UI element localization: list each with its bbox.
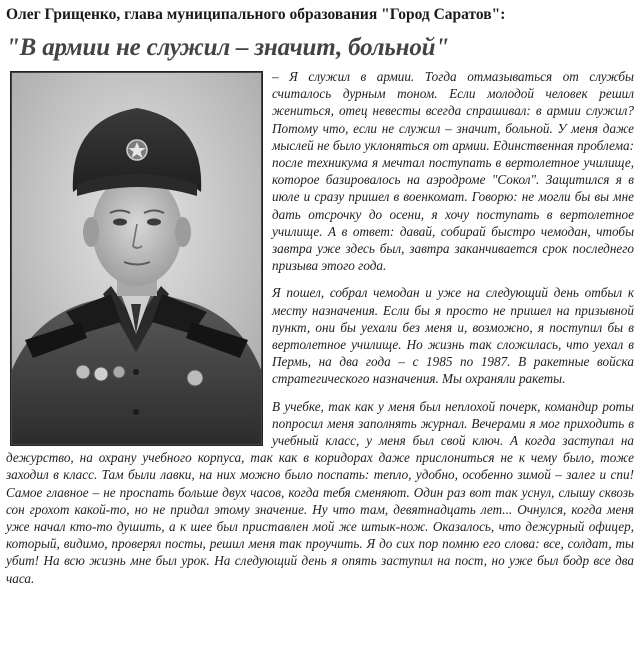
quote-title: "В армии не служил – значит, больной": [6, 34, 450, 61]
portrait-photo-icon: [10, 71, 263, 446]
paragraph-3: В учебке, так как у меня был неплохой почерк, командир роты попросил меня заполнять журнал. Вечерами я мог приходить в учебный класс, у меня был свой ключ. А когда заступал на дежурство, на охрану учебного корпуса, так как в коридорах даже прислониться не к чему было, тоже заходил в класс. Там были лавки, на них можно было поспать: тепло, удобно, особенно зимой – залег и спи! Самое главное – не проспать больше двух часов, когда тебя сменяют. Один раз вот так уснул, слышу сквозь сон грохот какой-то, но не придал этому значение. Ну что там, девятнадцать лет... Очнулся, когда меня уже начал кто-то душить, а к шее был приставлен мой же штык-нож. Оказалось, что дежурный офицер, который, видимо, проверял посты, решил меня так проучить. Я до сих пор помню его слова: все, солдат, ты убит! На всю жизнь мне был урок. На следующий день я опять заступил на пост, но уже был бодр все два часа.: [6, 398, 634, 586]
paragraph-1: – Я служил в армии. Тогда отмазываться от службы считалось дурным тоном. Если молодой человек решил жениться, отец невесты всегда спрашивал: в армии служил? Потому что, если не служил – значит, больной. У меня даже мыслей не было уклоняться от армии. Единственная проблема: после техникума я мечтал поступать в вертолетное училище, которое базировалось на аэродроме "Сокол". Защитился я в июле и сразу пришел в военкомат. Говорю: не могли бы вы мне дать отсрочку до осени, я хочу поступать в вертолетное училище. А в ответ: давай, собирай быстро чемодан, чтобы завтра уже здесь был, завтра заканчивается срок последнего призыва этого года.: [272, 69, 634, 274]
article-heading: Олег Грищенко, глава муниципального образования "Город Саратов":: [6, 6, 506, 23]
paragraph-2: Я пошел, собрал чемодан и уже на следующий день отбыл к месту назначения. Если бы я просто не пришел на призывной пункт, они бы уехали без меня и, возможно, я поступил бы в вертолетное училище. Но жизнь так сложилась, что уехал в Пермь, на два года – с 1985 по 1987. В ракетные войска стратегического назначения. Мы охраняли ракеты.: [272, 285, 634, 387]
